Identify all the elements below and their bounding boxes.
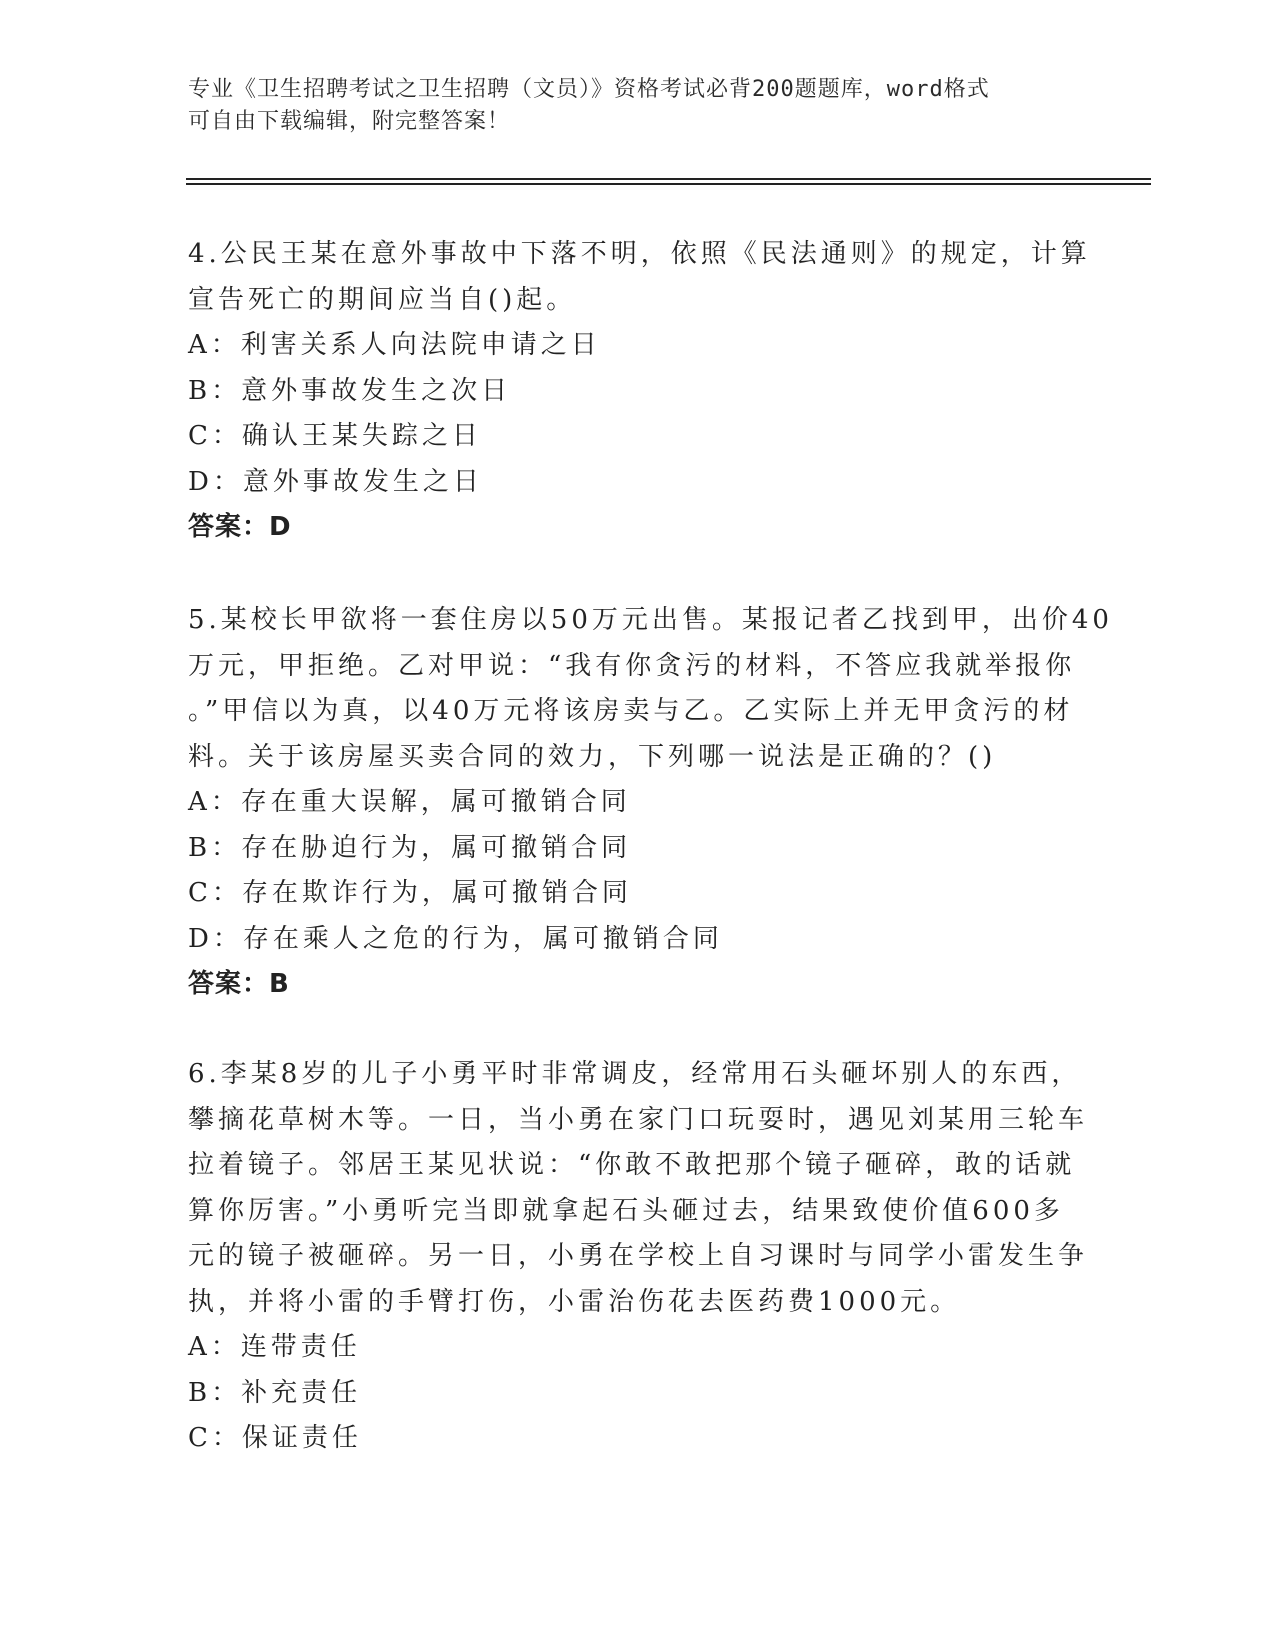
document-header [188, 74, 1068, 138]
question-4 [188, 232, 1091, 551]
option-b: B：意外事故发生之次日 [188, 375, 512, 406]
header-divider-top [186, 178, 1151, 180]
question-stem-line: 5.某校长甲欲将一套住房以50万元出售。某报记者乙找到甲，出价40 [188, 605, 1113, 635]
question-stem-line: 执，并将小雷的手臂打伤，小雷治伤花去医药费1000元。 [188, 1286, 961, 1317]
question-stem-line: 攀摘花草树木等。一日，当小勇在家门口玩耍时，遇见刘某用三轮车 [188, 1104, 1089, 1135]
header-line-2: 可自由下载编辑，附完整答案！ [188, 109, 511, 134]
option-c: C：保证责任 [188, 1423, 362, 1453]
option-c: C：存在欺诈行为，属可撤销合同 [188, 878, 632, 908]
header-line-1: 专业《卫生招聘考试之卫生招聘（文员）》资格考试必背200题题库，word格式 [188, 77, 990, 102]
option-a: A：存在重大误解，属可撤销合同 [188, 787, 631, 817]
question-5 [188, 598, 1113, 1008]
option-a: A：利害关系人向法院申请之日 [188, 330, 601, 360]
option-d: D：存在乘人之危的行为，属可撤销合同 [188, 923, 723, 954]
question-stem-line: 料。关于该房屋买卖合同的效力，下列哪一说法是正确的？() [188, 741, 997, 772]
question-stem-line: 元的镜子被砸碎。另一日，小勇在学校上自习课时与同学小雷发生争 [188, 1241, 1089, 1271]
question-stem-line: 宣告死亡的期间应当自()起。 [188, 284, 577, 315]
question-6 [188, 1052, 1088, 1462]
header-divider-bottom [186, 183, 1151, 185]
option-d: D：意外事故发生之日 [188, 466, 483, 497]
question-stem-line: 万元，甲拒绝。乙对甲说：“我有你贪污的材料，不答应我就举报你 [188, 650, 1076, 681]
answer-line: 答案：B [188, 969, 290, 999]
answer-line: 答案：D [188, 512, 292, 542]
question-stem-line: 6.李某8岁的儿子小勇平时非常调皮，经常用石头砸坏别人的东西， [188, 1059, 1082, 1089]
option-a: A：连带责任 [188, 1332, 361, 1362]
option-c: C：确认王某失踪之日 [188, 421, 482, 451]
question-stem-line: 4.公民王某在意外事故中下落不明，依照《民法通则》的规定，计算 [188, 239, 1091, 269]
question-stem-line: 算你厉害。”小勇听完当即就拿起石头砸过去，结果致使价值600多 [188, 1195, 1064, 1226]
question-stem-line: 。”甲信以为真，以40万元将该房卖与乙。乙实际上并无甲贪污的材 [188, 696, 1074, 726]
option-b: B：存在胁迫行为，属可撤销合同 [188, 832, 632, 863]
question-stem-line: 拉着镜子。邻居王某见状说：“你敢不敢把那个镜子砸碎，敢的话就 [188, 1150, 1076, 1180]
option-b: B：补充责任 [188, 1377, 362, 1408]
